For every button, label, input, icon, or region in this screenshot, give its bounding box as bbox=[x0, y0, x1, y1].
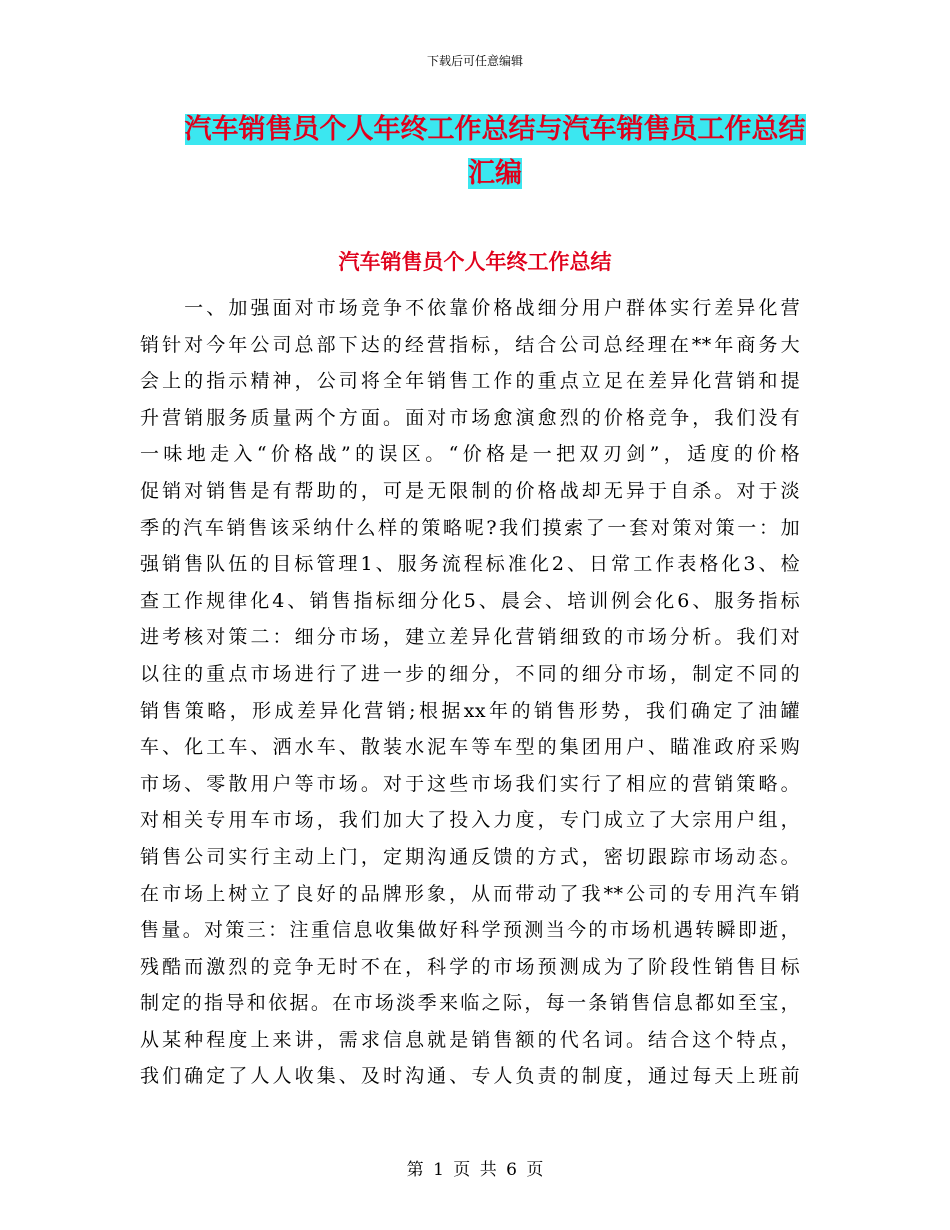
body-line: 在市场上树立了良好的品牌形象，从而带动了我**公司的专用汽车销 bbox=[140, 882, 800, 905]
document-title-text-2: 汇编 bbox=[468, 158, 522, 189]
body-line: 升营销服务质量两个方面。面对市场愈演愈烈的价格竞争，我们没有 bbox=[140, 406, 800, 429]
body-paragraph bbox=[140, 290, 800, 1095]
body-line: 销针对今年公司总部下达的经营指标，结合公司总经理在**年商务大 bbox=[140, 333, 800, 356]
body-line: 以往的重点市场进行了进一步的细分，不同的细分市场，制定不同的 bbox=[140, 662, 800, 685]
body-line: 我们确定了人人收集、及时沟通、专人负责的制度，通过每天上班前 bbox=[140, 1065, 800, 1088]
body-line: 会上的指示精神，公司将全年销售工作的重点立足在差异化营销和提 bbox=[140, 370, 800, 393]
body-line: 进考核对策二：细分市场，建立差异化营销细致的市场分析。我们对 bbox=[140, 626, 800, 649]
document-title-line-2 bbox=[140, 152, 850, 196]
body-line: 查工作规律化4、销售指标细分化5、晨会、培训例会化6、服务指标 bbox=[140, 589, 800, 612]
body-line: 售量。对策三：注重信息收集做好科学预测当今的市场机遇转瞬即逝， bbox=[140, 919, 800, 942]
body-line: 残酷而激烈的竞争无时不在，科学的市场预测成为了阶段性销售目标 bbox=[140, 955, 800, 978]
body-line: 销售公司实行主动上门，定期沟通反馈的方式，密切跟踪市场动态。 bbox=[140, 845, 800, 868]
header-note: 下载后可任意编辑 bbox=[426, 54, 523, 68]
body-line: 对相关专用车市场，我们加大了投入力度，专门成立了大宗用户组， bbox=[140, 809, 800, 832]
page-number-footer: 第 1 页 共 6 页 bbox=[406, 1160, 544, 1180]
body-line: 强销售队伍的目标管理1、服务流程标准化2、日常工作表格化3、检 bbox=[140, 553, 800, 576]
document-title-line-1 bbox=[140, 108, 850, 152]
document-title-text-1: 汽车销售员个人年终工作总结与汽车销售员工作总结 bbox=[184, 114, 806, 145]
body-line: 促销对销售是有帮助的，可是无限制的价格战却无异于自杀。对于淡 bbox=[140, 479, 800, 502]
body-line: 一、加强面对市场竞争不依靠价格战细分用户群体实行差异化营 bbox=[140, 297, 800, 319]
body-line: 季的汽车销售该采纳什么样的策略呢?我们摸索了一套对策对策一：加 bbox=[140, 516, 800, 539]
body-line: 一味地走入“价格战”的误区。“价格是一把双刃剑”，适度的价格 bbox=[140, 443, 800, 466]
section-title: 汽车销售员个人年终工作总结 bbox=[338, 250, 612, 274]
body-line: 市场、零散用户等市场。对于这些市场我们实行了相应的营销策略。 bbox=[140, 772, 800, 795]
body-line: 制定的指导和依据。在市场淡季来临之际，每一条销售信息都如至宝， bbox=[140, 992, 800, 1015]
body-line: 销售策略，形成差异化营销;根据xx年的销售形势，我们确定了油罐 bbox=[140, 699, 800, 722]
body-line: 从某种程度上来讲，需求信息就是销售额的代名词。结合这个特点， bbox=[140, 1028, 800, 1051]
body-line: 车、化工车、洒水车、散装水泥车等车型的集团用户、瞄准政府采购 bbox=[140, 736, 800, 759]
